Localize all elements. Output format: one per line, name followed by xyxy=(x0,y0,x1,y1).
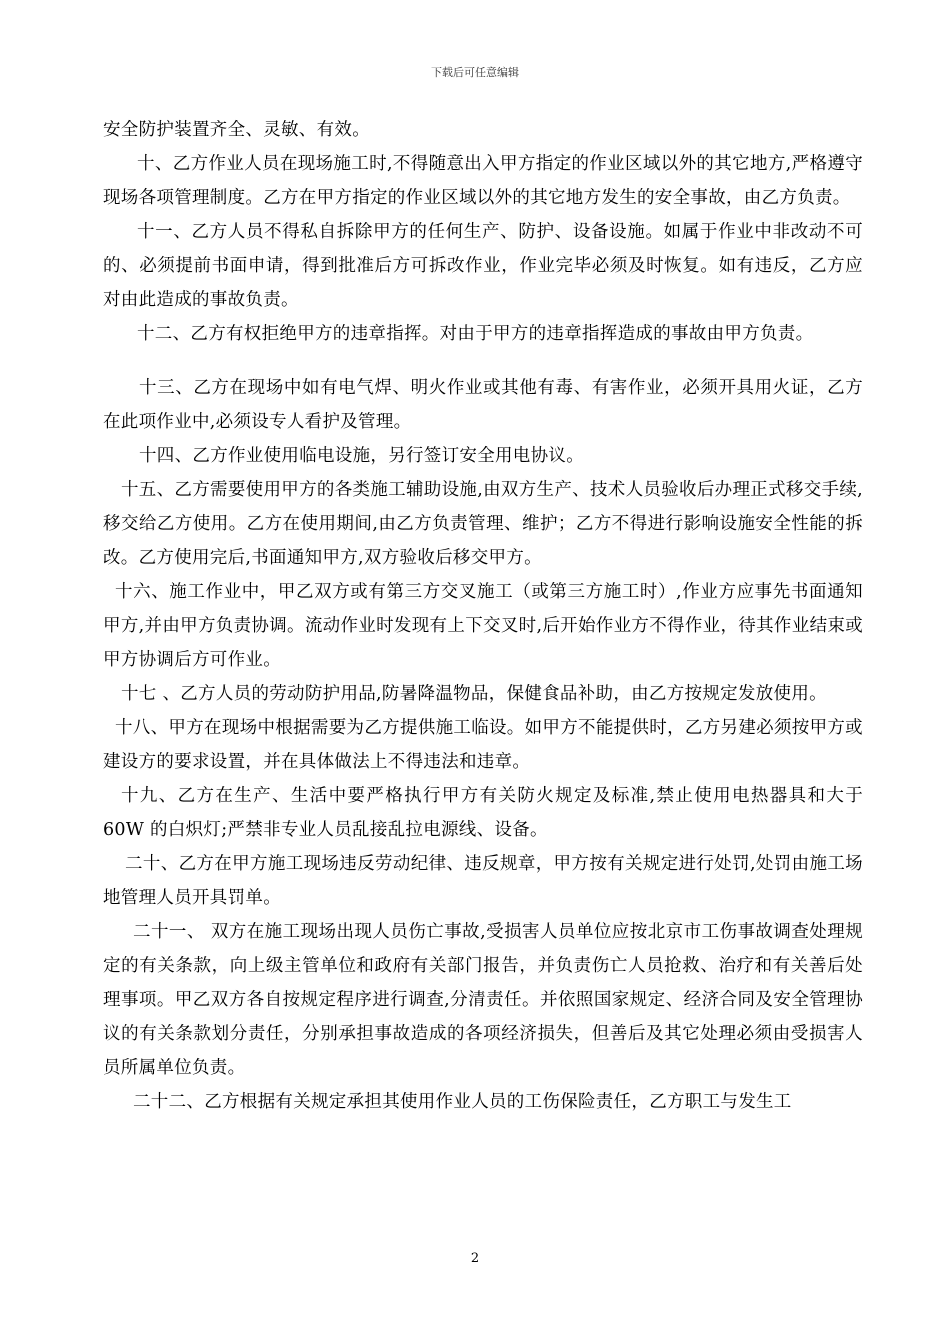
clause-18: 十八、甲方在现场中根据需要为乙方提供施工临设。如甲方不能提供时，乙方另建必须按甲方或建设方的要求设置，并在具体做法上不得违法和违章。 xyxy=(103,718,863,772)
clause-22: 二十二、乙方根据有关规定承担其使用作业人员的工伤保险责任，乙方职工与发生工 xyxy=(133,1092,792,1112)
clause-13: 十三、乙方在现场中如有电气焊、明火作业或其他有毒、有害作业，必须开具用火证，乙方在此项作业中,必须设专人看护及管理。 xyxy=(103,378,863,432)
clause-10: 十、乙方作业人员在现场施工时,不得随意出入甲方指定的作业区域以外的其它地方,严格遵守现场各项管理制度。乙方在甲方指定的作业区域以外的其它地方发生的安全事故，由乙方负责。 xyxy=(103,154,863,208)
page-number: 2 xyxy=(470,1251,480,1266)
paragraph-continuation: 安全防护装置齐全、灵敏、有效。 xyxy=(103,120,370,140)
document-body xyxy=(103,113,863,1119)
clause-16: 十六、施工作业中，甲乙双方或有第三方交叉施工（或第三方施工时）,作业方应事先书面通知甲方,并由甲方负责协调。流动作业时发现有上下交叉时,后开始作业方不得作业，待其作业结束或甲方协调后方可作业。 xyxy=(103,582,863,670)
clause-21: 二十一、 双方在施工现场出现人员伤亡事故,受损害人员单位应按北京市工伤事故调查处理规定的有关条款，向上级主管单位和政府有关部门报告，并负责伤亡人员抢救、治疗和有关善后处理事项。甲乙双方各自按规定程序进行调查,分清责任。并依照国家规定、经济合同及安全管理协议的有关条款划分责任，分别承担事故造成的各项经济损失，但善后及其它处理必须由受损害人员所属单位负责。 xyxy=(103,922,863,1078)
clause-17: 十七 、乙方人员的劳动防护用品,防暑降温物品，保健食品补助，由乙方按规定发放使用。 xyxy=(121,684,827,704)
clause-19: 十九、乙方在生产、生活中要严格执行甲方有关防火规定及标准,禁止使用电热器具和大于 60W 的白炽灯;严禁非专业人员乱接乱拉电源线、设备。 xyxy=(103,786,863,840)
clause-14: 十四、乙方作业使用临电设施，另行签订安全用电协议。 xyxy=(139,446,584,466)
clause-12: 十二、乙方有权拒绝甲方的违章指挥。对由于甲方的违章指挥造成的事故由甲方负责。 xyxy=(137,324,814,344)
clause-20: 二十、乙方在甲方施工现场违反劳动纪律、违反规章，甲方按有关规定进行处罚,处罚由施工场地管理人员开具罚单。 xyxy=(103,854,863,908)
page-header: 下载后可任意编辑 xyxy=(431,66,519,79)
clause-11: 十一、乙方人员不得私自拆除甲方的任何生产、防护、设备设施。如属于作业中非改动不可的、必须提前书面申请，得到批准后方可拆改作业，作业完毕必须及时恢复。如有违反，乙方应对由此造成的事故负责。 xyxy=(103,222,863,310)
clause-15: 十五、乙方需要使用甲方的各类施工辅助设施,由双方生产、技术人员验收后办理正式移交手续,移交给乙方使用。乙方在使用期间,由乙方负责管理、维护；乙方不得进行影响设施安全性能的拆改。乙方使用完后,书面通知甲方,双方验收后移交甲方。 xyxy=(103,480,863,568)
